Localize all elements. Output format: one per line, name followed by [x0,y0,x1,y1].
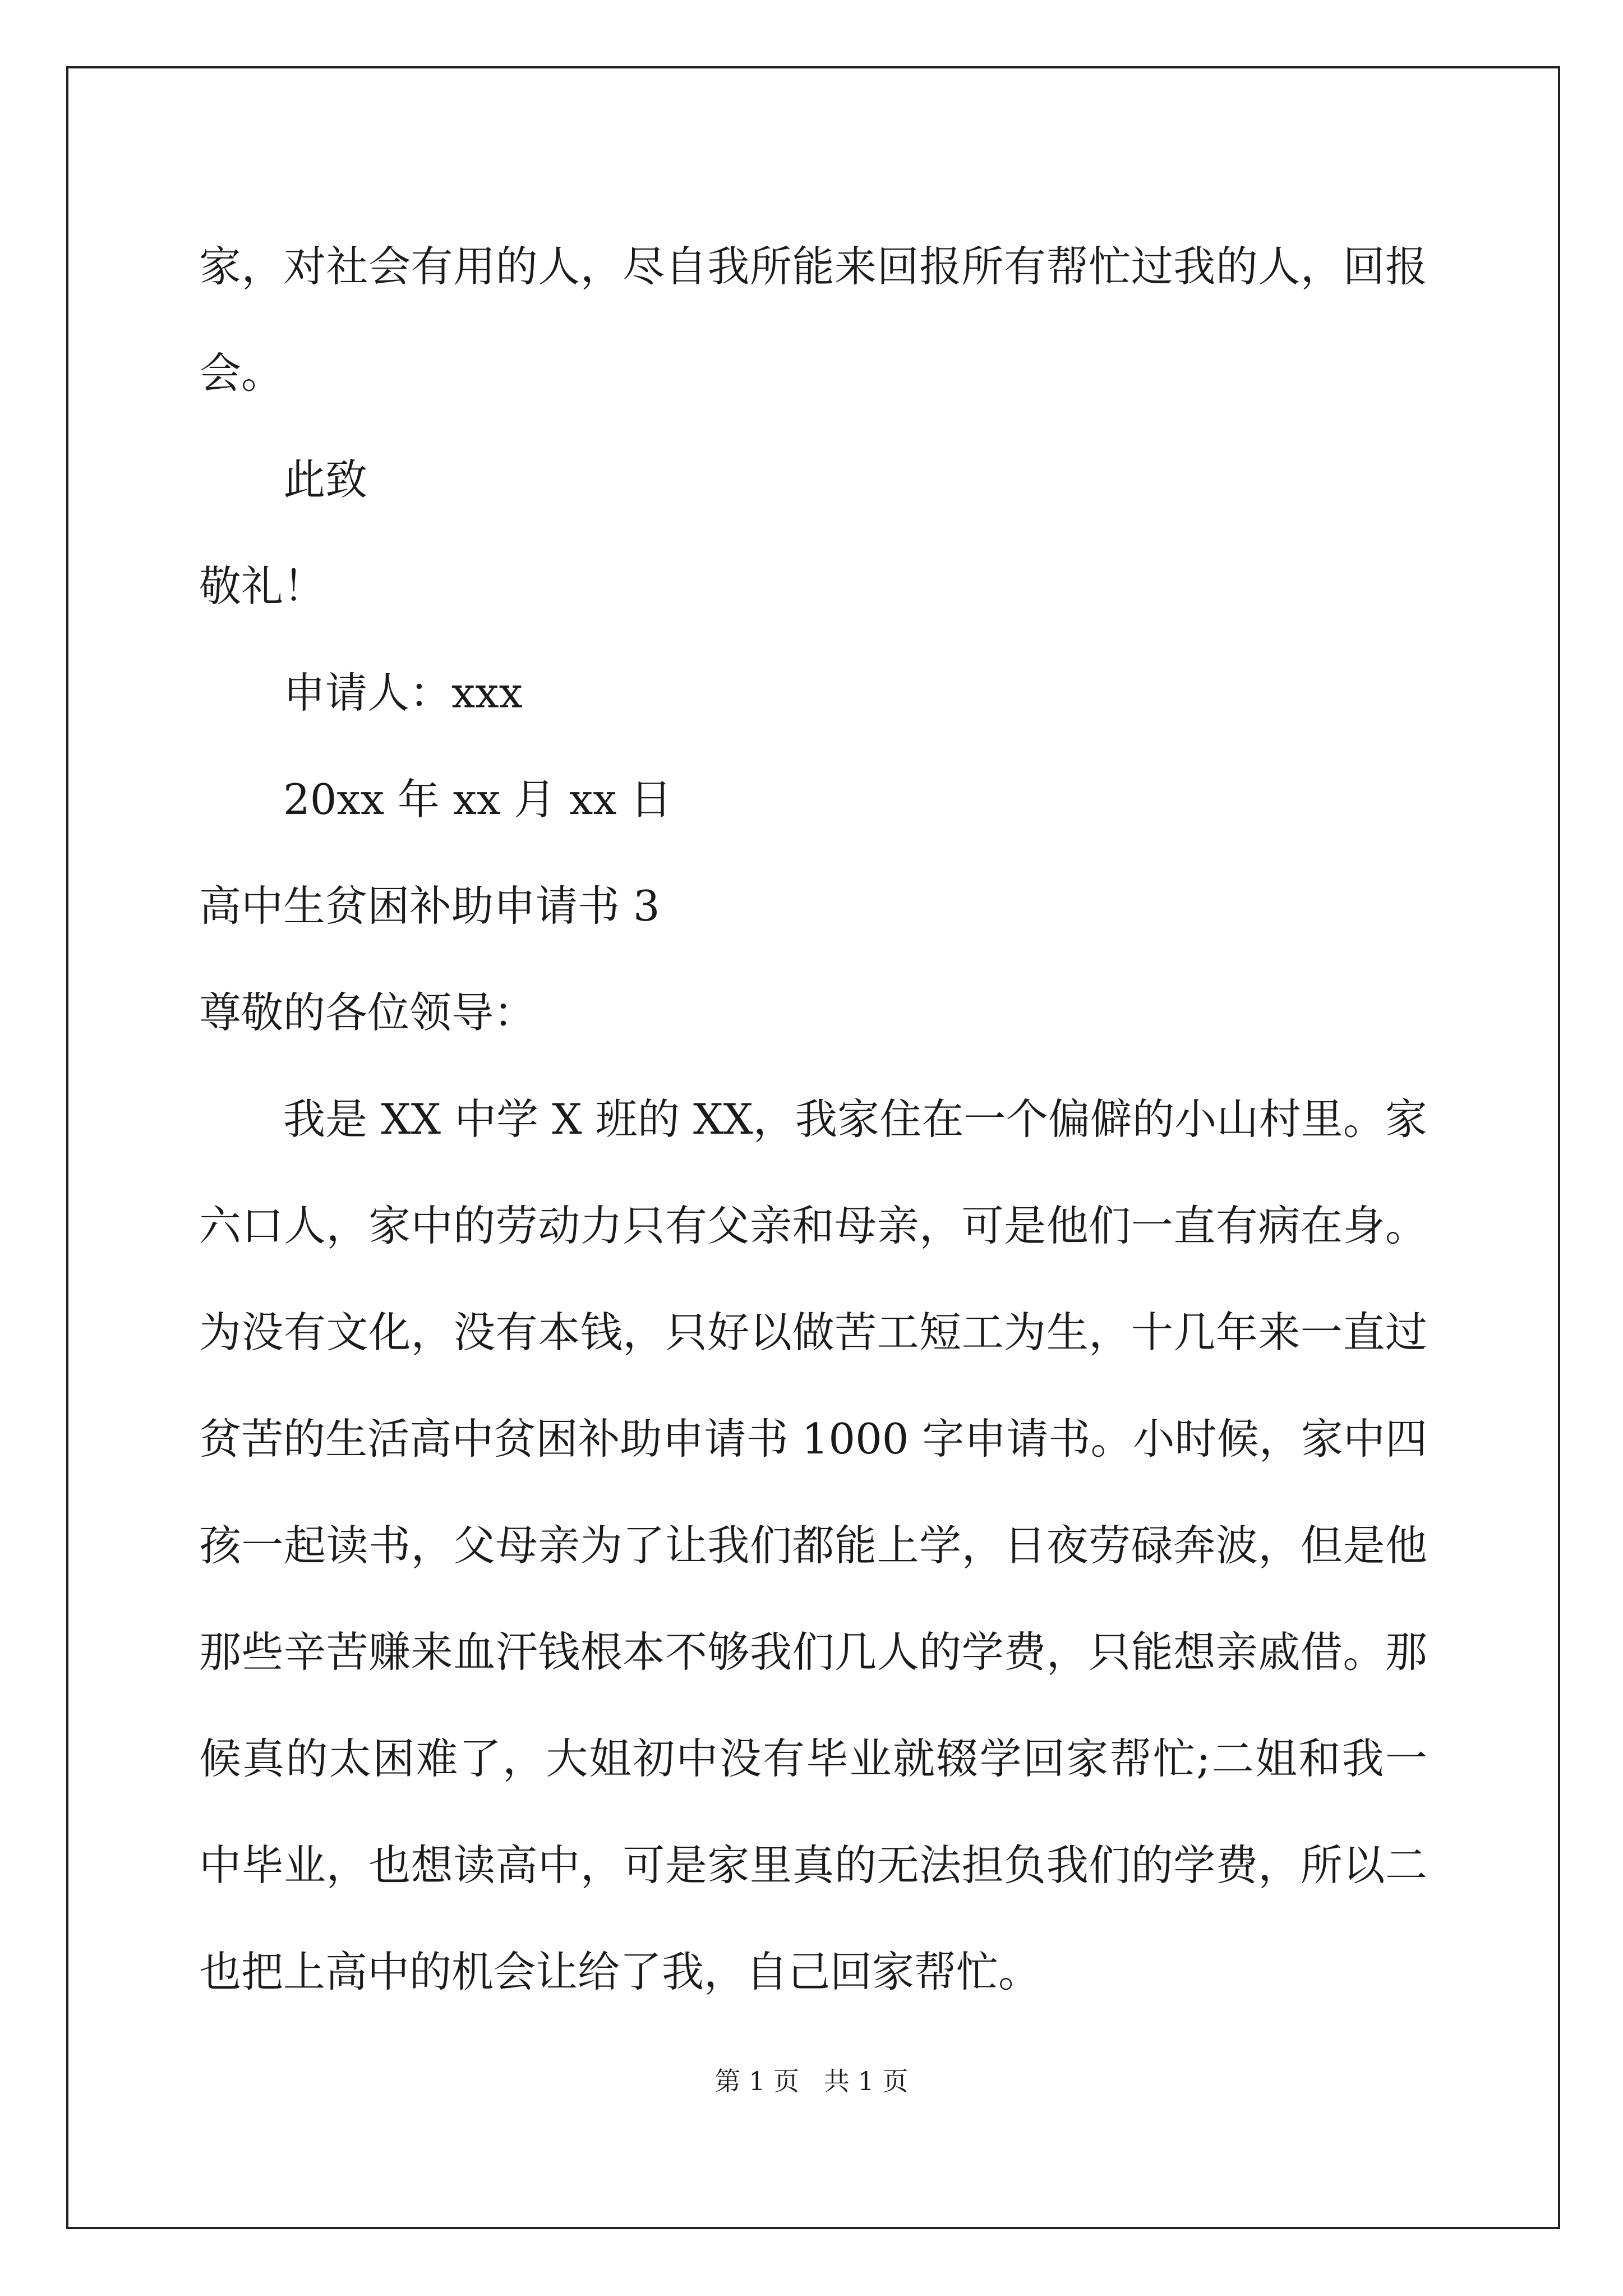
page-number-footer: 第 1 页 共 1 页 [714,2066,909,2096]
body-line-16: 中毕业，也想读高中，可是家里真的无法担负我们的学费，所以二 [199,1841,1427,1890]
letter-greeting: 尊敬的各位领导： [199,988,536,1037]
body-line-10: 六口人，家中的劳动力只有父亲和母亲，可是他们一直有病在身。 [199,1201,1427,1250]
body-line-2: 会。 [199,348,284,398]
section-title: 高中生贫困补助申请书 3 [199,881,660,931]
applicant-signature: 申请人：xxx [283,668,523,717]
closing-salutation: 此致 [283,455,368,504]
body-line-1: 家，对社会有用的人，尽自我所能来回报所有帮忙过我的人，回报 [199,242,1427,291]
body-line-14: 那些辛苦赚来血汗钱根本不够我们几人的学费，只能想亲戚借。那 [199,1627,1427,1677]
closing-respect: 敬礼！ [199,562,326,611]
body-line-11: 为没有文化，没有本钱，只好以做苦工短工为生，十几年来一直过 [199,1308,1427,1357]
body-line-15: 候真的太困难了，大姐初中没有毕业就辍学回家帮忙;二姐和我一 [199,1734,1427,1783]
body-line-17: 也把上高中的机会让给了我，自己回家帮忙。 [199,1947,1041,1996]
body-line-9: 我是 XX 中学 X 班的 XX，我家住在一个偏僻的小山村里。家 [283,1094,1427,1144]
body-line-13: 孩一起读书，父母亲为了让我们都能上学，日夜劳碌奔波，但是他 [199,1521,1427,1570]
date-line: 20xx 年 xx 月 xx 日 [283,775,672,824]
body-line-12: 贫苦的生活高中贫困补助申请书 1000 字申请书。小时候，家中四 [199,1414,1427,1464]
document-body [199,213,1427,2025]
